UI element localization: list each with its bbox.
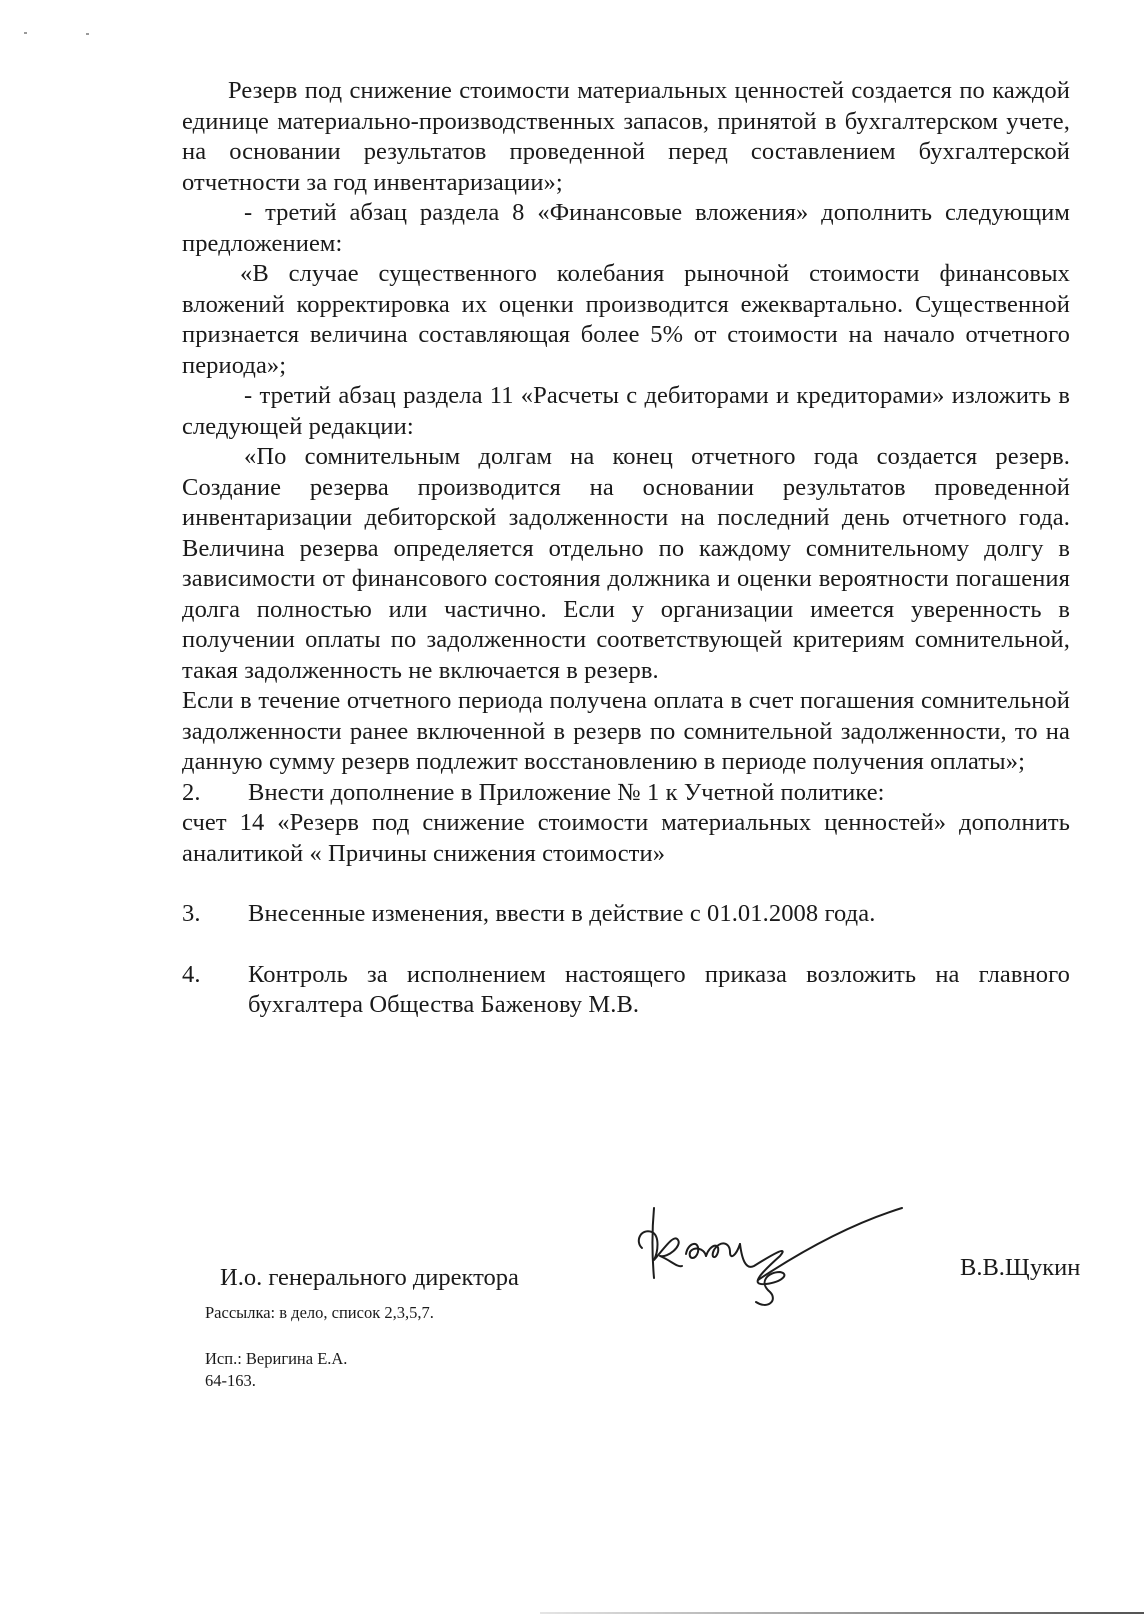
paragraph-reserve-restoration: Если в течение отчетного периода получена оплата в счет погашения сомнительной задолженности ранее включенной в резерв по сомнительной задолженности, то на данную сумму резерв подлежит восстановлению в периоде получения оплаты»; <box>182 687 1070 775</box>
spacer <box>182 930 1070 960</box>
list-item-text: Внести дополнение в Приложение № 1 к Учетной политике: <box>248 778 885 806</box>
spacer <box>182 869 1070 899</box>
paragraph-section-8: - третий абзац раздела 8 «Финансовые вложения» дополнить следующим предложением: <box>182 199 1070 257</box>
executor-note: Исп.: Веригина Е.А. <box>205 1349 348 1368</box>
list-item-text: Внесенные изменения, ввести в действие с 01.01.2008 года. <box>248 900 876 927</box>
signature-block <box>0 1200 1144 1320</box>
document-body <box>182 76 1070 1021</box>
paragraph-section-11: - третий абзац раздела 11 «Расчеты с дебиторами и кредиторами» изложить в следующей редакции: <box>182 382 1070 440</box>
executor-phone: 64-163. <box>205 1371 256 1390</box>
list-item-4 <box>182 960 1070 1021</box>
list-item-3 <box>182 899 1070 930</box>
scan-edge-line <box>540 1612 1144 1614</box>
signatory-title: И.о. генерального директора <box>220 1264 519 1291</box>
list-item-number: 2. <box>182 778 201 806</box>
paragraph-account-14: счет 14 «Резерв под снижение стоимости материальных ценностей» дополнить аналитикой « Причины снижения стоимости» <box>182 809 1070 867</box>
paragraph-reserve-materials: Резерв под снижение стоимости материальных ценностей создается по каждой единице материально-производственных запасов, принятой в бухгалтерском учете, на основании результатов проведенной перед составлением бухгалтерской отчетности за год инвентаризации»; <box>182 77 1070 196</box>
paragraph-doubtful-debts: «По сомнительным долгам на конец отчетного года создается резерв. Создание резерва производится на основании результатов проведенной инвентаризации дебиторской задолженности на последний день отчетного года. Величина резерва определяется отдельно по каждому сомнительному долгу в зависимости от финансового состояния должника и оценки вероятности погашения долга полностью или частично. Если у организации имеется уверенность в получении оплаты по задолженности соответствующей критериям сомнительной, такая задолженность не включается в резерв. <box>182 443 1070 684</box>
handwritten-signature <box>630 1200 910 1320</box>
scan-speck <box>24 32 27 34</box>
paragraph-financial-investments: «В случае существенного колебания рыночной стоимости финансовых вложений корректировка их оценки производится ежеквартально. Существенной признается величина составляющая более 5% от стоимости на начало отчетного периода»; <box>182 260 1070 379</box>
distribution-note: Рассылка: в дело, список 2,3,5,7. <box>205 1303 434 1322</box>
list-item-number: 3. <box>182 900 201 927</box>
list-item-2 <box>182 778 1070 809</box>
scan-speck <box>86 33 89 35</box>
signatory-name: В.В.Щукин <box>960 1254 1081 1281</box>
list-item-number: 4. <box>182 960 201 988</box>
list-item-text: Контроль за исполнением настоящего приказа возложить на главного бухгалтера Общества Баженову М.В. <box>248 960 1070 1018</box>
